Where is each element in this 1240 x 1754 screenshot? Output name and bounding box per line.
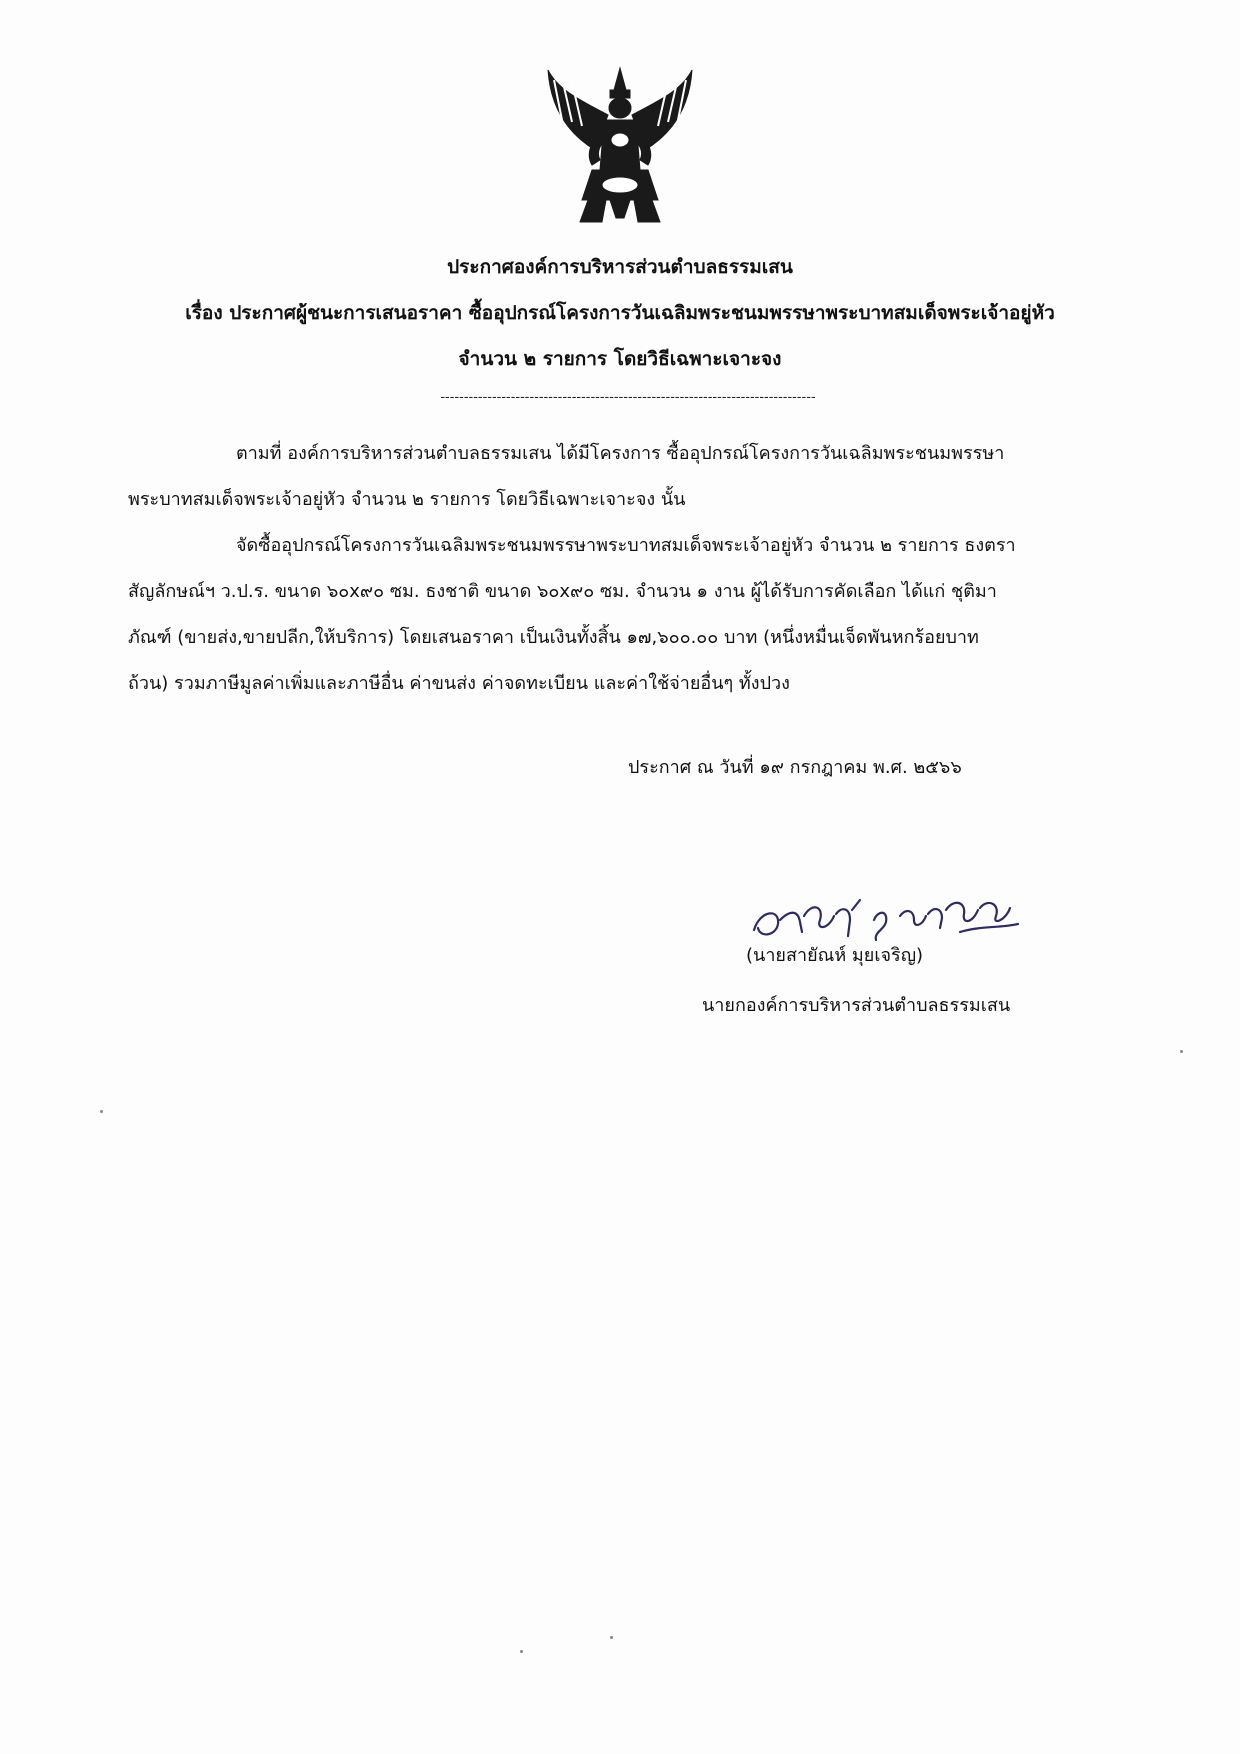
signer-name: (นายสายัณห์ มุยเจริญ) <box>746 945 924 966</box>
separator-line: -------------------------------------------------------------------------------- <box>440 390 816 405</box>
garuda-emblem-icon <box>540 60 700 230</box>
body-paragraph-2-line-2: สัญลักษณ์ฯ ว.ป.ร. ขนาด ๖๐x๙๐ ซม. ธงชาติ ขนาด ๖๐x๙๐ ซม. จำนวน ๑ งาน ผู้ได้รับการคัดเลือก ได้แก่ ชุติมา <box>128 581 997 602</box>
scan-speck <box>100 1110 103 1113</box>
announcement-date: ประกาศ ณ วันที่ ๑๙ กรกฎาคม พ.ศ. ๒๕๖๖ <box>628 757 962 778</box>
scan-speck <box>610 1636 613 1639</box>
scan-speck <box>520 1650 523 1653</box>
announcement-subject-line2: จำนวน ๒ รายการ โดยวิธีเฉพาะเจาะจง <box>458 348 782 370</box>
body-paragraph-2-line-3: ภัณฑ์ (ขายส่ง,ขายปลีก,ให้บริการ) โดยเสนอราคา เป็นเงินทั้งสิ้น ๑๗,๖๐๐.๐๐ บาท (หนึ่งหมื่นเจ็ดพันหกร้อยบาท <box>128 627 979 648</box>
scan-speck <box>1180 1050 1183 1053</box>
body-paragraph-1-line-2: พระบาทสมเด็จพระเจ้าอยู่หัว จำนวน ๒ รายการ โดยวิธีเฉพาะเจาะจง นั้น <box>128 489 686 510</box>
announcement-title: ประกาศองค์การบริหารส่วนตำบลธรรมเสน <box>447 256 793 278</box>
body-paragraph-1-line-1: ตามที่ องค์การบริหารส่วนตำบลธรรมเสน ได้มีโครงการ ซื้ออุปกรณ์โครงการวันเฉลิมพระชนมพรรษา <box>236 443 1005 464</box>
body-paragraph-2-line-1: จัดซื้ออุปกรณ์โครงการวันเฉลิมพระชนมพรรษาพระบาทสมเด็จพระเจ้าอยู่หัว จำนวน ๒ รายการ ธงตรา <box>236 535 1016 556</box>
body-paragraph-2-line-4: ถ้วน) รวมภาษีมูลค่าเพิ่มและภาษีอื่น ค่าขนส่ง ค่าจดทะเบียน และค่าใช้จ่ายอื่นๆ ทั้งปวง <box>128 673 790 694</box>
announcement-subject: เรื่อง ประกาศผู้ชนะการเสนอราคา ซื้ออุปกรณ์โครงการวันเฉลิมพระชนมพรรษาพระบาทสมเด็จพระเจ้าอยู่หัว <box>185 302 1055 324</box>
signer-title: นายกองค์การบริหารส่วนตำบลธรรมเสน <box>702 995 1011 1016</box>
